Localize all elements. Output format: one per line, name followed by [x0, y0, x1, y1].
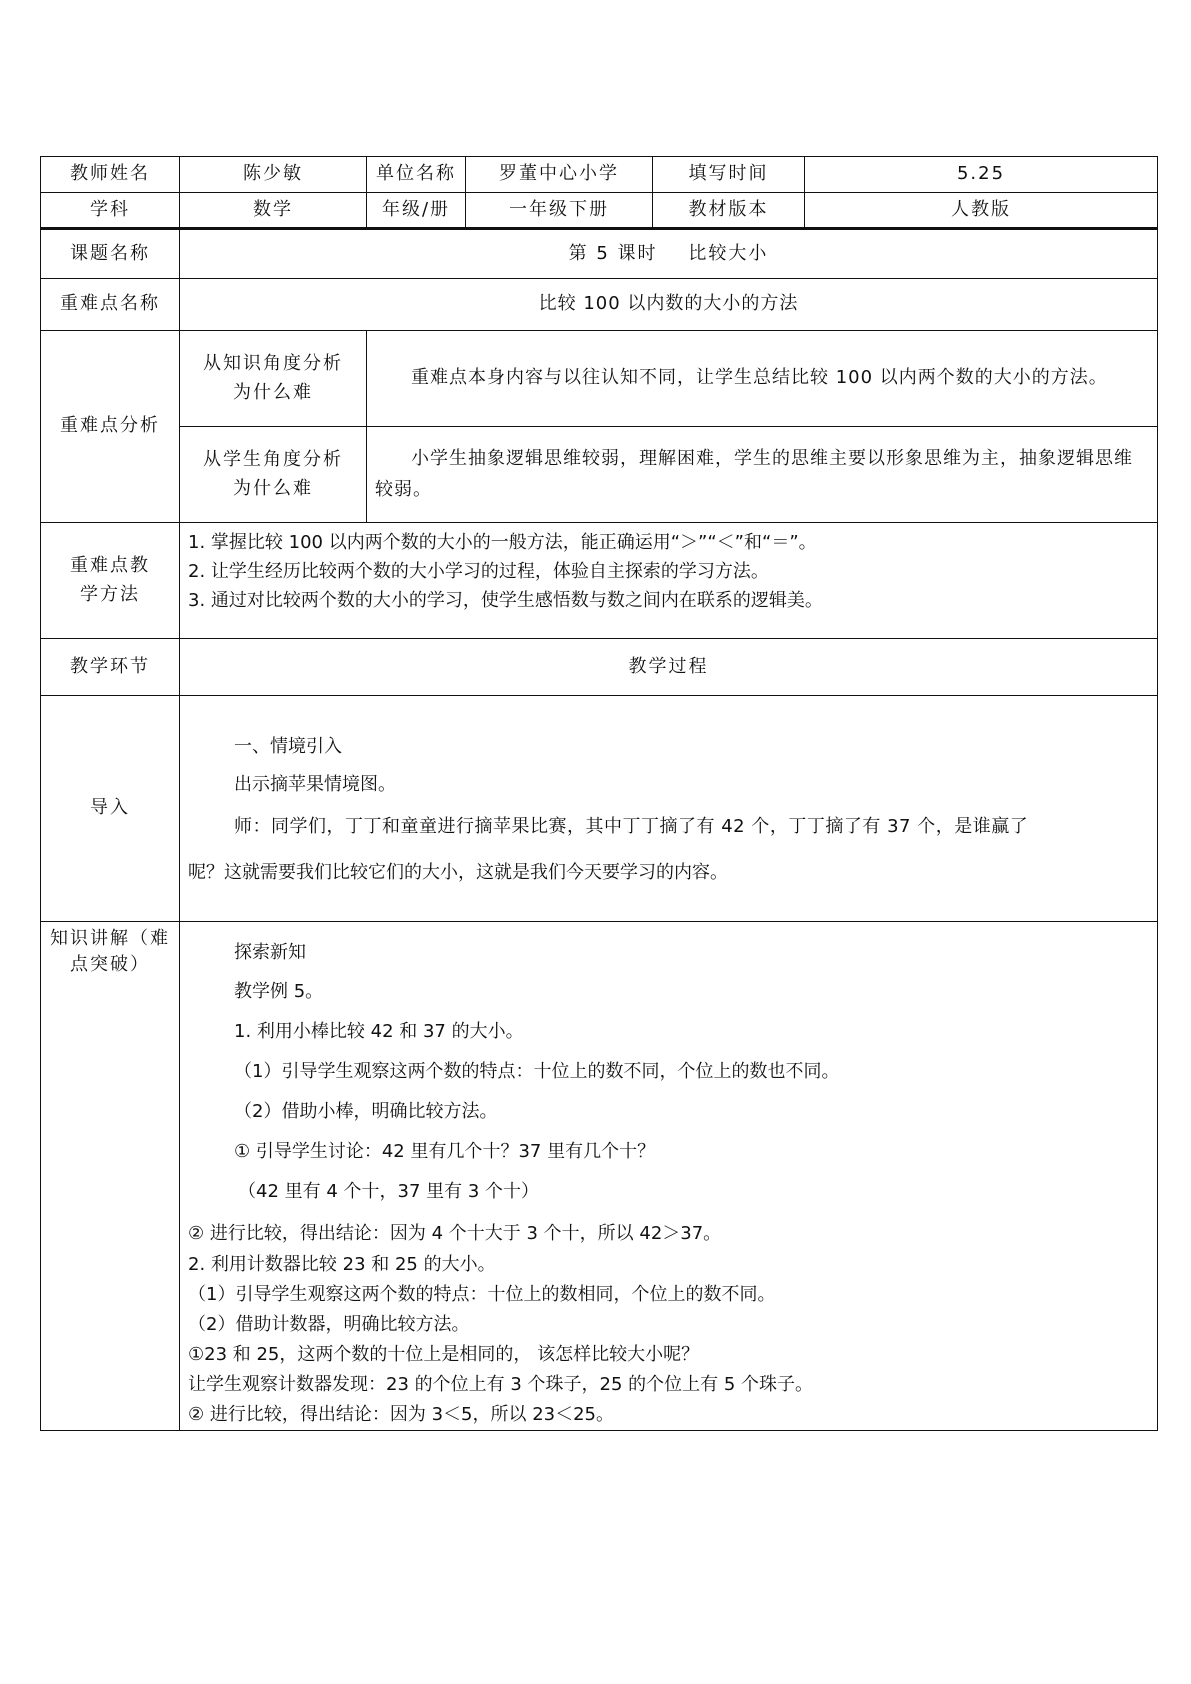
analysis-row-knowledge — [41, 331, 1158, 427]
knowledge-line-4: （1）引导学生观察这两个数的特点：十位上的数不同，个位上的数也不同。 — [234, 1061, 840, 1082]
teaching-process-label: 教学过程 — [180, 639, 1158, 696]
lesson-title-label: 课题名称 — [41, 229, 180, 279]
intro-line-4: 呢？这就需要我们比较它们的大小，这就是我们今天要学习的内容。 — [188, 862, 728, 883]
key-point-row — [41, 279, 1158, 331]
knowledge-row — [41, 922, 1158, 1431]
key-point-value: 比较 100 以内数的大小的方法 — [180, 279, 1158, 331]
unit-name-label: 单位名称 — [367, 157, 466, 193]
knowledge-line-5: （2）借助小棒，明确比较方法。 — [234, 1101, 498, 1122]
knowledge-line-1: 探索新知 — [234, 942, 306, 963]
lesson-title-row — [41, 229, 1158, 279]
intro-content — [180, 696, 1158, 922]
knowledge-content — [180, 922, 1158, 1431]
intro-line-1: 一、情境引入 — [234, 736, 342, 757]
subject-label: 学科 — [41, 193, 180, 229]
knowledge-line-11: （2）借助计数器，明确比较方法。 — [188, 1314, 470, 1335]
intro-label: 导入 — [41, 696, 180, 922]
knowledge-angle-label: 从知识角度分析为什么难 — [180, 331, 367, 427]
methods-item-3: 3. 通过对比较两个数的大小的学习，使学生感悟数与数之间内在联系的逻辑美。 — [188, 589, 823, 611]
knowledge-line-10: （1）引导学生观察这两个数的特点：十位上的数相同，个位上的数不同。 — [188, 1284, 776, 1305]
methods-row — [41, 523, 1158, 639]
lesson-plan-table — [40, 156, 1158, 1431]
intro-line-2: 出示摘苹果情境图。 — [234, 774, 396, 795]
teacher-name-value: 陈少敏 — [180, 157, 367, 193]
subject-value: 数学 — [180, 193, 367, 229]
edition-value: 人教版 — [805, 193, 1158, 229]
fill-date-label: 填写时间 — [653, 157, 805, 193]
intro-row — [41, 696, 1158, 922]
header-row-1 — [41, 157, 1158, 193]
knowledge-line-8: ② 进行比较，得出结论：因为 4 个十大于 3 个十，所以 42＞37。 — [188, 1223, 722, 1244]
knowledge-angle-text — [367, 331, 1158, 427]
lesson-title-value: 第 5 课时 比较大小 — [180, 229, 1158, 279]
edition-label: 教材版本 — [653, 193, 805, 229]
student-angle-text — [367, 427, 1158, 523]
unit-name-value: 罗董中心小学 — [466, 157, 653, 193]
methods-label: 重难点教学方法 — [41, 523, 180, 639]
student-angle-label: 从学生角度分析为什么难 — [180, 427, 367, 523]
knowledge-line-7: （42 里有 4 个十，37 里有 3 个十） — [238, 1181, 540, 1202]
student-angle-paragraph: 小学生抽象逻辑思维较弱，理解困难，学生的思维主要以形象思维为主，抽象逻辑思维较弱。 — [375, 447, 1133, 500]
methods-list — [180, 523, 1158, 639]
knowledge-line-14: ② 进行比较，得出结论：因为 3＜5，所以 23＜25。 — [188, 1404, 615, 1425]
analysis-label: 重难点分析 — [41, 331, 180, 523]
process-heading-row — [41, 639, 1158, 696]
fill-date-value: 5.25 — [805, 157, 1158, 193]
teacher-name-label: 教师姓名 — [41, 157, 180, 193]
knowledge-line-6: ① 引导学生讨论：42 里有几个十？37 里有几个十？ — [234, 1141, 656, 1162]
grade-label: 年级/册 — [367, 193, 466, 229]
grade-value: 一年级下册 — [466, 193, 653, 229]
knowledge-line-3: 1. 利用小棒比较 42 和 37 的大小。 — [234, 1021, 524, 1042]
analysis-row-student — [41, 427, 1158, 523]
header-row-2 — [41, 193, 1158, 229]
methods-item-1: 1. 掌握比较 100 以内两个数的大小的一般方法，能正确运用“＞”“＜”和“＝”。 — [188, 532, 817, 553]
knowledge-angle-paragraph: 重难点本身内容与以往认知不同，让学生总结比较 100 以内两个数的大小的方法。 — [411, 367, 1108, 389]
knowledge-line-13: 让学生观察计数器发现：23 的个位上有 3 个珠子，25 的个位上有 5 个珠子。 — [188, 1374, 814, 1395]
knowledge-line-12: ①23 和 25，这两个数的十位上是相同的， 该怎样比较大小呢？ — [188, 1344, 700, 1365]
knowledge-line-9: 2. 利用计数器比较 23 和 25 的大小。 — [188, 1254, 496, 1275]
knowledge-line-2: 教学例 5。 — [234, 981, 324, 1002]
methods-item-2: 2. 让学生经历比较两个数的大小学习的过程，体验自主探索的学习方法。 — [188, 560, 769, 582]
key-point-label: 重难点名称 — [41, 279, 180, 331]
teaching-stage-label: 教学环节 — [41, 639, 180, 696]
intro-line-3: 师：同学们，丁丁和童童进行摘苹果比赛，其中丁丁摘了有 42 个，丁丁摘了有 37 个，是谁赢了 — [234, 816, 1029, 837]
knowledge-label: 知识讲解（难点突破） — [41, 922, 180, 1431]
